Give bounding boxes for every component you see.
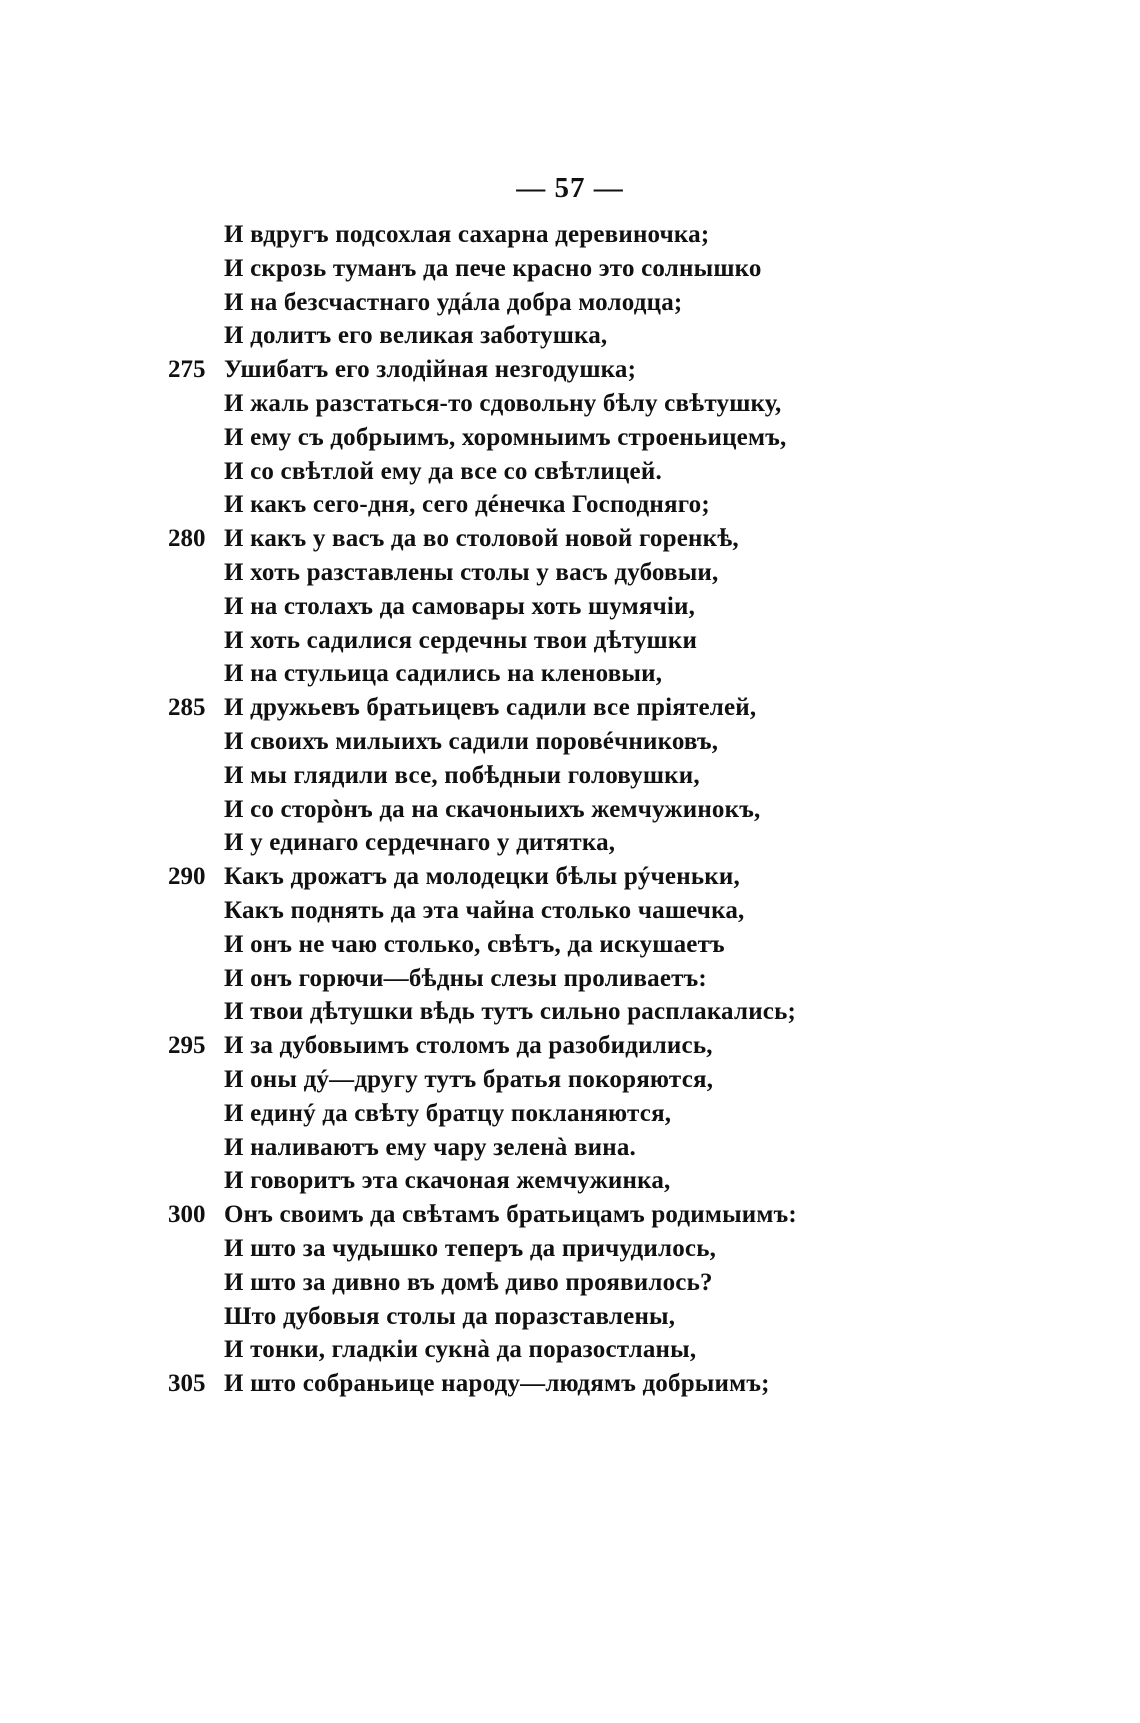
- line-number: 290: [168, 863, 206, 891]
- verse-text: И на стульица садились на кленовыи,: [224, 660, 663, 688]
- verse-text: И онъ горючи—бѣдны слезы проливаетъ:: [224, 964, 707, 992]
- line-number: [168, 252, 224, 286]
- verse-line: [168, 488, 868, 522]
- verse-text: И дружьевъ братьицевъ садили все прiятелей,: [224, 694, 757, 722]
- line-number: [168, 421, 224, 455]
- verse-line: [168, 624, 868, 658]
- line-number: [168, 826, 224, 860]
- poem-text: [168, 218, 868, 1401]
- verse-line: [168, 252, 868, 286]
- verse-text: И долитъ его великая заботушка,: [224, 322, 608, 350]
- verse-text: И за дубовыимъ столомъ да разобидились,: [224, 1032, 713, 1060]
- line-number: [168, 286, 224, 320]
- verse-line: [168, 759, 868, 793]
- verse-line: [168, 1131, 868, 1165]
- verse-line: [168, 387, 868, 421]
- verse-text: И што за чудышко теперъ да причудилось,: [224, 1234, 717, 1262]
- verse-line: [168, 860, 868, 894]
- line-number: [168, 1063, 224, 1097]
- line-number: [168, 793, 224, 827]
- line-number: [168, 488, 224, 522]
- line-number: [168, 1164, 224, 1198]
- line-number: [168, 455, 224, 489]
- verse-line: [168, 657, 868, 691]
- line-number: [168, 319, 224, 353]
- verse-text: И што за дивно въ домѣ диво проявилось?: [224, 1268, 713, 1296]
- line-number: [168, 1333, 224, 1367]
- verse-line: [168, 928, 868, 962]
- verse-line: [168, 793, 868, 827]
- line-number: [168, 995, 224, 1029]
- line-number: 280: [168, 525, 206, 553]
- verse-text: И вдругъ подсохлая сахарна деревиночка;: [224, 221, 710, 248]
- verse-line: [168, 590, 868, 624]
- verse-line: [168, 725, 868, 759]
- verse-text: И со сторòнъ да на скачоныихъ жемчужинокъ,: [224, 795, 761, 823]
- verse-text: И ему съ добрыимъ, хоромныимъ строеньицемъ,: [224, 423, 787, 451]
- verse-text: И твои дѣтушки вѣдь тутъ сильно расплакались;: [224, 998, 797, 1026]
- verse-text: И единý да свѣту братцу покланяются,: [224, 1099, 672, 1127]
- verse-line: [168, 1333, 868, 1367]
- verse-line: [168, 1097, 868, 1131]
- verse-text: И хоть разставлены столы у васъ дубовыи,: [224, 558, 719, 586]
- verse-text: И какъ сего-дня, сего дéнечка Господняго;: [224, 491, 710, 519]
- line-number: [168, 1097, 224, 1131]
- verse-line: [168, 1198, 868, 1232]
- verse-text: И со свѣтлой ему да все со свѣтлицей.: [224, 457, 662, 485]
- verse-line: [168, 218, 868, 252]
- verse-text: Онъ своимъ да свѣтамъ братьицамъ родимыимъ:: [224, 1201, 797, 1229]
- verse-line: [168, 1367, 868, 1401]
- verse-line: [168, 995, 868, 1029]
- line-number: [168, 590, 224, 624]
- verse-text: И тонки, гладкiи сукнà да поразостланы,: [224, 1336, 697, 1364]
- verse-text: И какъ у васъ да во столовой новой горенкѣ,: [224, 525, 739, 553]
- verse-line: [168, 522, 868, 556]
- line-number: [168, 624, 224, 658]
- verse-text: И скрозь туманъ да пече красно это солнышко: [224, 254, 762, 282]
- line-number: [168, 218, 224, 252]
- verse-text: И мы глядили все, побѣдныи головушки,: [224, 761, 700, 789]
- verse-text: И оны дý—другу тутъ братья покоряются,: [224, 1065, 714, 1093]
- line-number: [168, 1232, 224, 1266]
- verse-line: [168, 894, 868, 928]
- verse-text: Ушибатъ его злодiйная незгодушка;: [224, 356, 637, 384]
- verse-line: [168, 1232, 868, 1266]
- line-number: [168, 725, 224, 759]
- line-number: [168, 387, 224, 421]
- verse-line: [168, 1300, 868, 1334]
- verse-line: [168, 556, 868, 590]
- line-number: [168, 1266, 224, 1300]
- line-number: 285: [168, 694, 206, 722]
- line-number: [168, 928, 224, 962]
- verse-text: И на безсчастнаго удáла добра молодца;: [224, 288, 683, 316]
- verse-line: [168, 1164, 868, 1198]
- line-number: [168, 759, 224, 793]
- line-number: [168, 1300, 224, 1334]
- verse-text: Што дубовыя столы да поразставлены,: [224, 1302, 676, 1330]
- verse-line: [168, 691, 868, 725]
- verse-line: [168, 1029, 868, 1063]
- verse-line: [168, 1063, 868, 1097]
- page-number: — 57 —: [516, 172, 624, 204]
- verse-text: И наливаютъ ему чару зеленà вина.: [224, 1133, 637, 1161]
- line-number: 305: [168, 1370, 206, 1398]
- verse-text: Какъ дрожатъ да молодецки бѣлы рýченьки,: [224, 863, 740, 891]
- verse-line: [168, 826, 868, 860]
- line-number: 300: [168, 1201, 206, 1229]
- line-number: [168, 962, 224, 996]
- verse-text: И на столахъ да самовары хоть шумячiи,: [224, 592, 696, 620]
- verse-line: [168, 1266, 868, 1300]
- verse-text: И онъ не чаю столько, свѣтъ, да искушаетъ: [224, 930, 725, 958]
- verse-text: Какъ поднять да эта чайна столько чашечка,: [224, 896, 745, 924]
- verse-line: [168, 353, 868, 387]
- verse-text: И своихъ милыихъ садили поровéчниковъ,: [224, 727, 719, 755]
- verse-line: [168, 421, 868, 455]
- verse-text: И жаль разстаться-то сдовольну бѣлу свѣтушку,: [224, 389, 782, 417]
- verse-line: [168, 962, 868, 996]
- line-number: [168, 657, 224, 691]
- verse-text: И што собраньице народу—людямъ добрыимъ;: [224, 1370, 770, 1398]
- line-number: 275: [168, 356, 206, 384]
- verse-line: [168, 319, 868, 353]
- verse-line: [168, 286, 868, 320]
- line-number: [168, 1131, 224, 1165]
- verse-line: [168, 455, 868, 489]
- line-number: 295: [168, 1032, 206, 1060]
- verse-text: И говоритъ эта скачоная жемчужинка,: [224, 1167, 671, 1195]
- line-number: [168, 556, 224, 590]
- verse-text: И у единаго сердечнаго у дитятка,: [224, 829, 616, 857]
- verse-text: И хоть садилися сердечны твои дѣтушки: [224, 626, 698, 654]
- line-number: [168, 894, 224, 928]
